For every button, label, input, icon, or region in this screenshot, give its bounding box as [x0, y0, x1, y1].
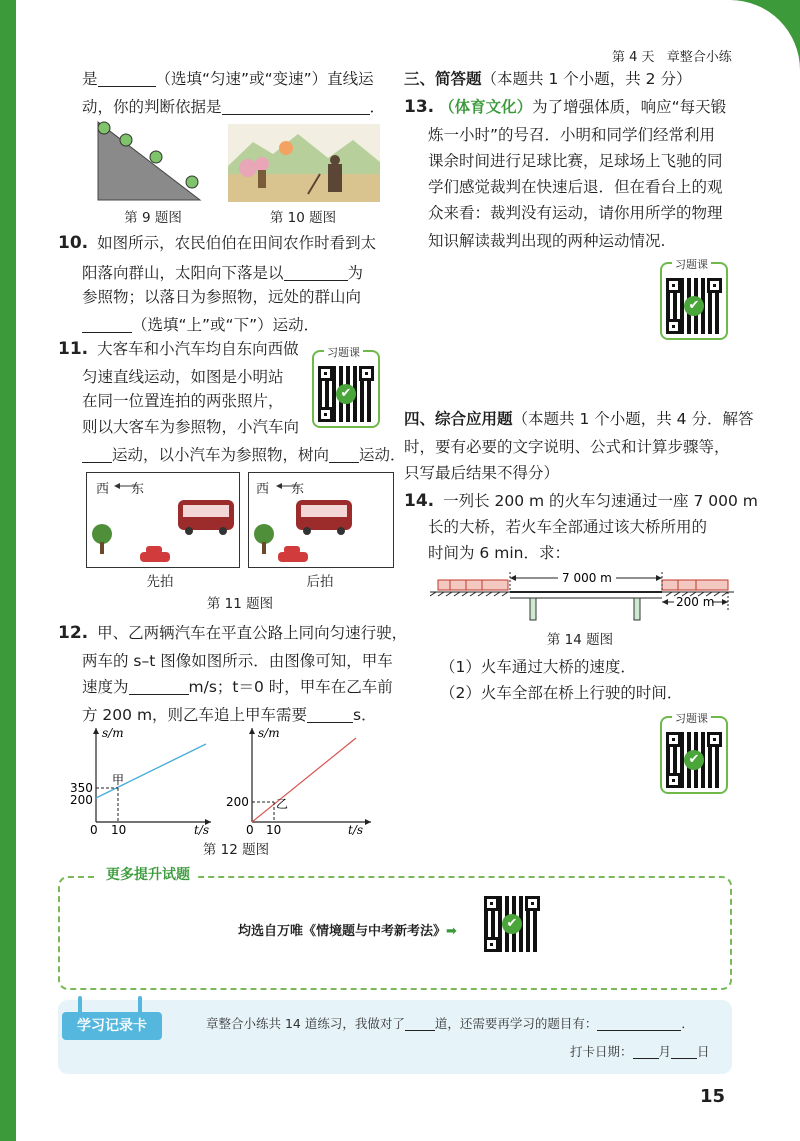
q11-line5: 运动，以小汽车为参照物，树向 运动．: [82, 440, 406, 470]
q11-number: 11.: [58, 339, 89, 359]
fig12-label-jia: 甲: [112, 773, 125, 787]
fig12-left-ytick-350: 350: [70, 781, 93, 795]
q11-line2: 匀速直线运动，如图是小明站: [82, 368, 284, 386]
q12-line2: 两车的 s–t 图像如图所示．由图像可知，甲车: [82, 652, 393, 670]
sec4-line2: 时，要有必要的文字说明、公式和计算步骤等，: [404, 438, 730, 456]
q12-number: 12.: [58, 623, 89, 643]
q10-number: 10.: [58, 233, 89, 253]
header-day: 第 4 天: [612, 50, 655, 65]
q12-line1: 12. 甲、乙两辆汽车在平直公路上同向匀速行驶，: [58, 623, 408, 643]
arrow-right-icon: ➡: [446, 924, 457, 939]
sec4-line3: 只写最后结果不得分）: [404, 464, 560, 482]
header-section: 章整合小练: [666, 50, 732, 65]
q13-line4: 学们感觉裁判在快速后退．但在看台上的观: [428, 178, 723, 196]
q10-line2: 阳落向群山，太阳向下落是以 为: [82, 264, 364, 282]
q12-line3: 速度为 m/s；t＝0 时，甲车在乙车前: [82, 678, 393, 696]
q9-line1: 是 （选填“匀速”或“变速”）直线运: [82, 70, 374, 88]
q12-blank1[interactable]: [129, 677, 189, 695]
study-record-line1: 章整合小练共 14 道练习，我做对了 道，还需要再学习的题目有： ．: [206, 1016, 694, 1031]
card-pin-right: [138, 996, 142, 1014]
fig12-left-ytick-200: 200: [70, 793, 93, 807]
record-blank-month[interactable]: [633, 1045, 659, 1059]
fig12-left-ylabel: s/m: [102, 726, 124, 740]
q9-blank1[interactable]: [98, 69, 156, 87]
q14-line1: 14. 一列长 200 m 的火车匀速通过一座 7 000 m: [404, 491, 758, 511]
q13-number: 13.: [404, 97, 435, 117]
q11-line3: 在同一位置连拍的两张照片，: [82, 392, 284, 410]
line-yi: [252, 738, 356, 822]
sec3-heading: 三、简答题（本题共 1 个小题，共 2 分）: [404, 70, 692, 88]
fig11-caption: 第 11 题图: [206, 596, 274, 612]
q14-sub2: （2）火车全部在桥上行驶的时间．: [440, 684, 683, 702]
card-pin-left: [78, 996, 82, 1014]
fig11-right-caption: 后拍: [306, 574, 334, 590]
q14-line2: 长的大桥，若火车全部通过该大桥所用的: [428, 518, 708, 536]
qr-code-q14[interactable]: 习题课 ✔: [660, 716, 728, 794]
fig10-farm-image: [228, 124, 380, 202]
q10-line1: 10. 如图所示，农民伯伯在田间农作时看到太: [58, 233, 377, 253]
q14-sub1: （1）火车通过大桥的速度．: [440, 658, 636, 676]
qr-code-q13[interactable]: 习题课 ✔: [660, 262, 728, 340]
q14-line3: 时间为 6 min．求：: [428, 544, 570, 562]
fig14-bridge-length: 7 000 m: [562, 571, 612, 585]
line-jia: [96, 744, 206, 798]
q13-line2: 炼一小时”的号召．小明和同学们经常利用: [428, 126, 716, 144]
check-icon: ✔: [684, 296, 704, 316]
fig12-caption: 第 12 题图: [202, 842, 270, 858]
fig12-left-origin: 0: [90, 823, 98, 836]
fig12-graph-yi: [226, 724, 376, 836]
fig12-right-origin: 0: [246, 823, 254, 836]
fig12-right-ylabel: s/m: [258, 726, 280, 740]
q14-number: 14.: [404, 491, 435, 511]
fig10-caption: 第 10 题图: [269, 210, 337, 226]
record-blank-correct[interactable]: [405, 1017, 435, 1031]
more-practice-title: 更多提升试题: [98, 864, 198, 884]
fig12-right-ytick-200: 200: [226, 795, 249, 809]
q13-line6: 知识解读裁判出现的两种运动情况.: [428, 232, 666, 250]
q10-line4: （选填“上”或“下”）运动．: [82, 310, 319, 340]
q13-tag: （体育文化）: [439, 98, 533, 116]
check-icon: ✔: [502, 914, 522, 934]
fig9-caption: 第 9 题图: [124, 210, 182, 226]
check-icon: ✔: [684, 750, 704, 770]
fig11-left-caption: 先拍: [146, 574, 174, 590]
fig9-slope-image: [96, 120, 202, 202]
qr-code-q11[interactable]: 习题课 ✔: [312, 350, 380, 428]
q10-line3: 参照物；以落日为参照物，远处的群山向: [82, 288, 362, 306]
sec4-heading: 四、综合应用题（本题共 1 个小题，共 4 分．解答: [404, 410, 754, 428]
q13-line3: 课余时间进行足球比赛，足球场上飞驰的同: [428, 152, 723, 170]
fig11-left-directions: 西 东: [96, 482, 145, 497]
fig12-label-yi: 乙: [276, 797, 289, 811]
study-record-title: 学习记录卡: [62, 1012, 162, 1040]
q10-blank2[interactable]: [82, 315, 132, 333]
fig14-caption: 第 14 题图: [546, 632, 614, 648]
check-icon: ✔: [336, 384, 356, 404]
fig11-right-directions: 西 东: [256, 482, 305, 497]
q11-blank1[interactable]: [82, 445, 112, 463]
fig12-left-xlabel: t/s: [194, 823, 210, 836]
study-record-line2: 打卡日期： 月 日: [570, 1044, 710, 1059]
q11-blank2[interactable]: [329, 445, 359, 463]
fig14-bridge-diagram: [430, 566, 734, 622]
q13-line5: 众来看：裁判没有运动，请你用所学的物理: [428, 204, 723, 222]
fig12-graph-jia: [66, 724, 216, 836]
fig12-right-xlabel: t/s: [348, 823, 364, 836]
record-blank-day[interactable]: [671, 1045, 697, 1059]
fig12-right-xtick: 10: [266, 823, 282, 836]
q10-blank1[interactable]: [284, 263, 348, 281]
fig12-left-xtick: 10: [111, 823, 127, 836]
q12-line4: 方 200 m，则乙车追上甲车需要 s．: [82, 706, 377, 724]
qr-code-more[interactable]: [482, 894, 550, 954]
q12-blank2[interactable]: [307, 705, 353, 723]
q11-line1: 11. 大客车和小汽车均自东向西做: [58, 339, 299, 359]
fig14-train-length: 200 m: [676, 595, 715, 609]
q11-line4: 则以大客车为参照物，小汽车向: [82, 418, 300, 436]
page-number: 15: [700, 1086, 726, 1107]
q9-blank2[interactable]: [222, 97, 370, 115]
page-header: [612, 46, 732, 65]
record-blank-review[interactable]: [597, 1017, 681, 1031]
q9-line2: 动，你的判断依据是 ．: [82, 98, 386, 116]
more-practice-text: 均选自万唯《情境题与中考新考法》➡: [238, 924, 457, 939]
q13-line1: 13. （体育文化）为了增强体质，响应“每天锻: [404, 97, 727, 117]
